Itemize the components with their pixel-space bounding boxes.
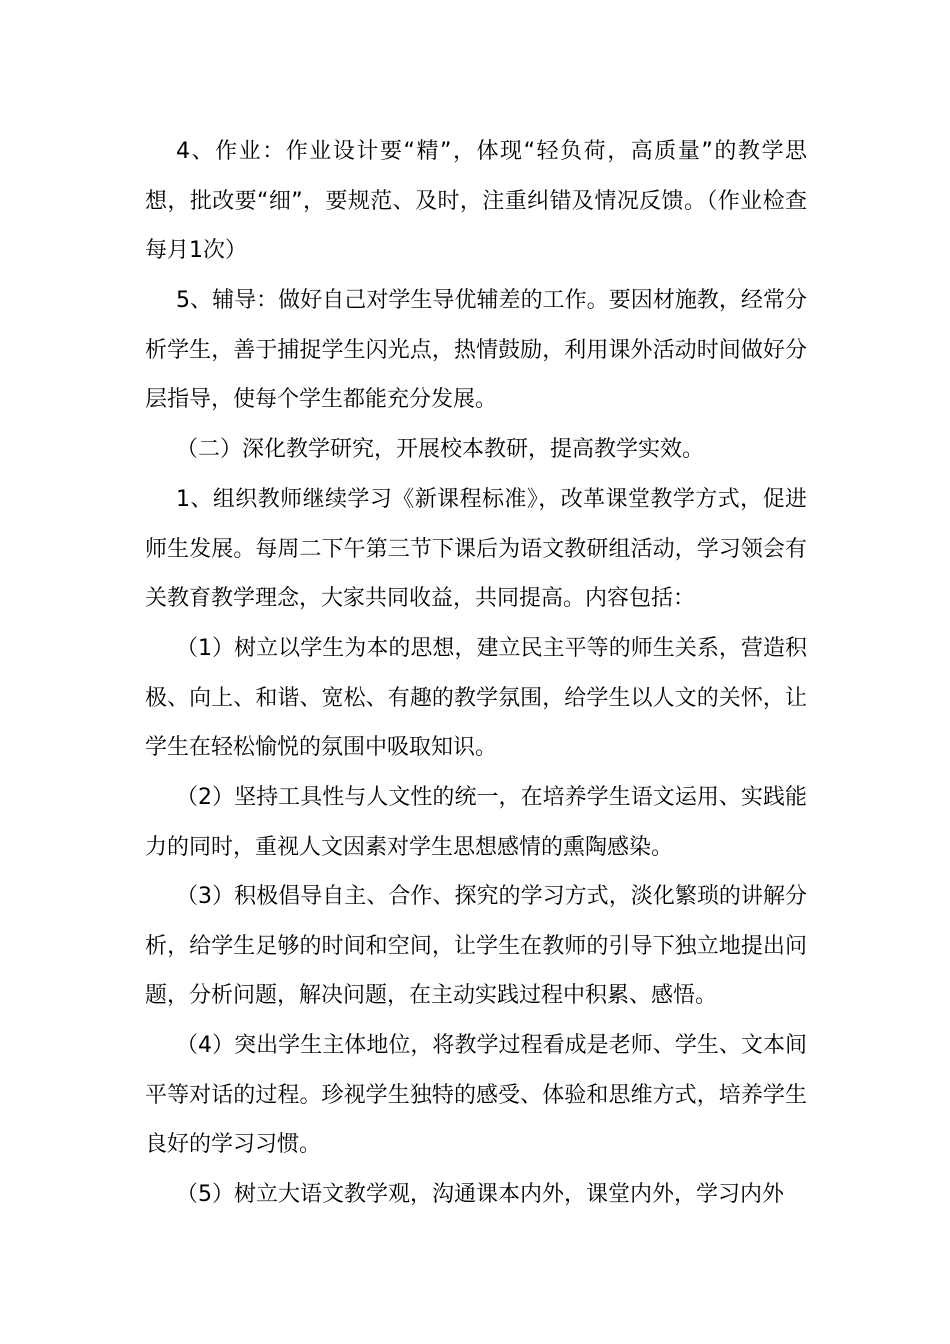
paragraph-curriculum-study: 1、组织教师继续学习《新课程标准》，改革课堂教学方式，促进师生发展。每周二下午第三节下课后为语文教研组活动，学习领会有关教育教学理念，大家共同收益，共同提高。内容包括： [145, 487, 807, 611]
paragraph-item-3: （3）积极倡导自主、合作、探究的学习方式，淡化繁琐的讲解分析，给学生足够的时间和空间，让学生在教师的引导下独立地提出问题，分析问题，解决问题，在主动实践过程中积累、感悟。 [145, 884, 807, 1008]
paragraph-tutoring: 5、辅导：做好自己对学生导优辅差的工作。要因材施教，经常分析学生，善于捕捉学生闪光点，热情鼓励，利用课外活动时间做好分层指导，使每个学生都能充分发展。 [145, 288, 807, 412]
paragraph-homework: 4、作业：作业设计要“精”，体现“轻负荷，高质量”的教学思想，批改要“细”，要规范、及时，注重纠错及情况反馈。（作业检查每月1次） [145, 139, 807, 263]
paragraph-item-2: （2）坚持工具性与人文性的统一，在培养学生语文运用、实践能力的同时，重视人文因素对学生思想感情的熏陶感染。 [145, 785, 807, 860]
paragraph-item-4: （4）突出学生主体地位，将教学过程看成是老师、学生、文本间平等对话的过程。珍视学生独特的感受、体验和思维方式，培养学生良好的学习习惯。 [145, 1033, 807, 1157]
paragraph-item-1: （1）树立以学生为本的思想，建立民主平等的师生关系，营造积极、向上、和谐、宽松、有趣的教学氛围，给学生以人文的关怀，让学生在轻松愉悦的氛围中吸取知识。 [145, 636, 807, 760]
section-heading-teaching-research: （二）深化教学研究，开展校本教研，提高教学实效。 [176, 437, 705, 462]
paragraph-item-5: （5）树立大语文教学观，沟通课本内外，课堂内外，学习内外 [176, 1182, 784, 1207]
